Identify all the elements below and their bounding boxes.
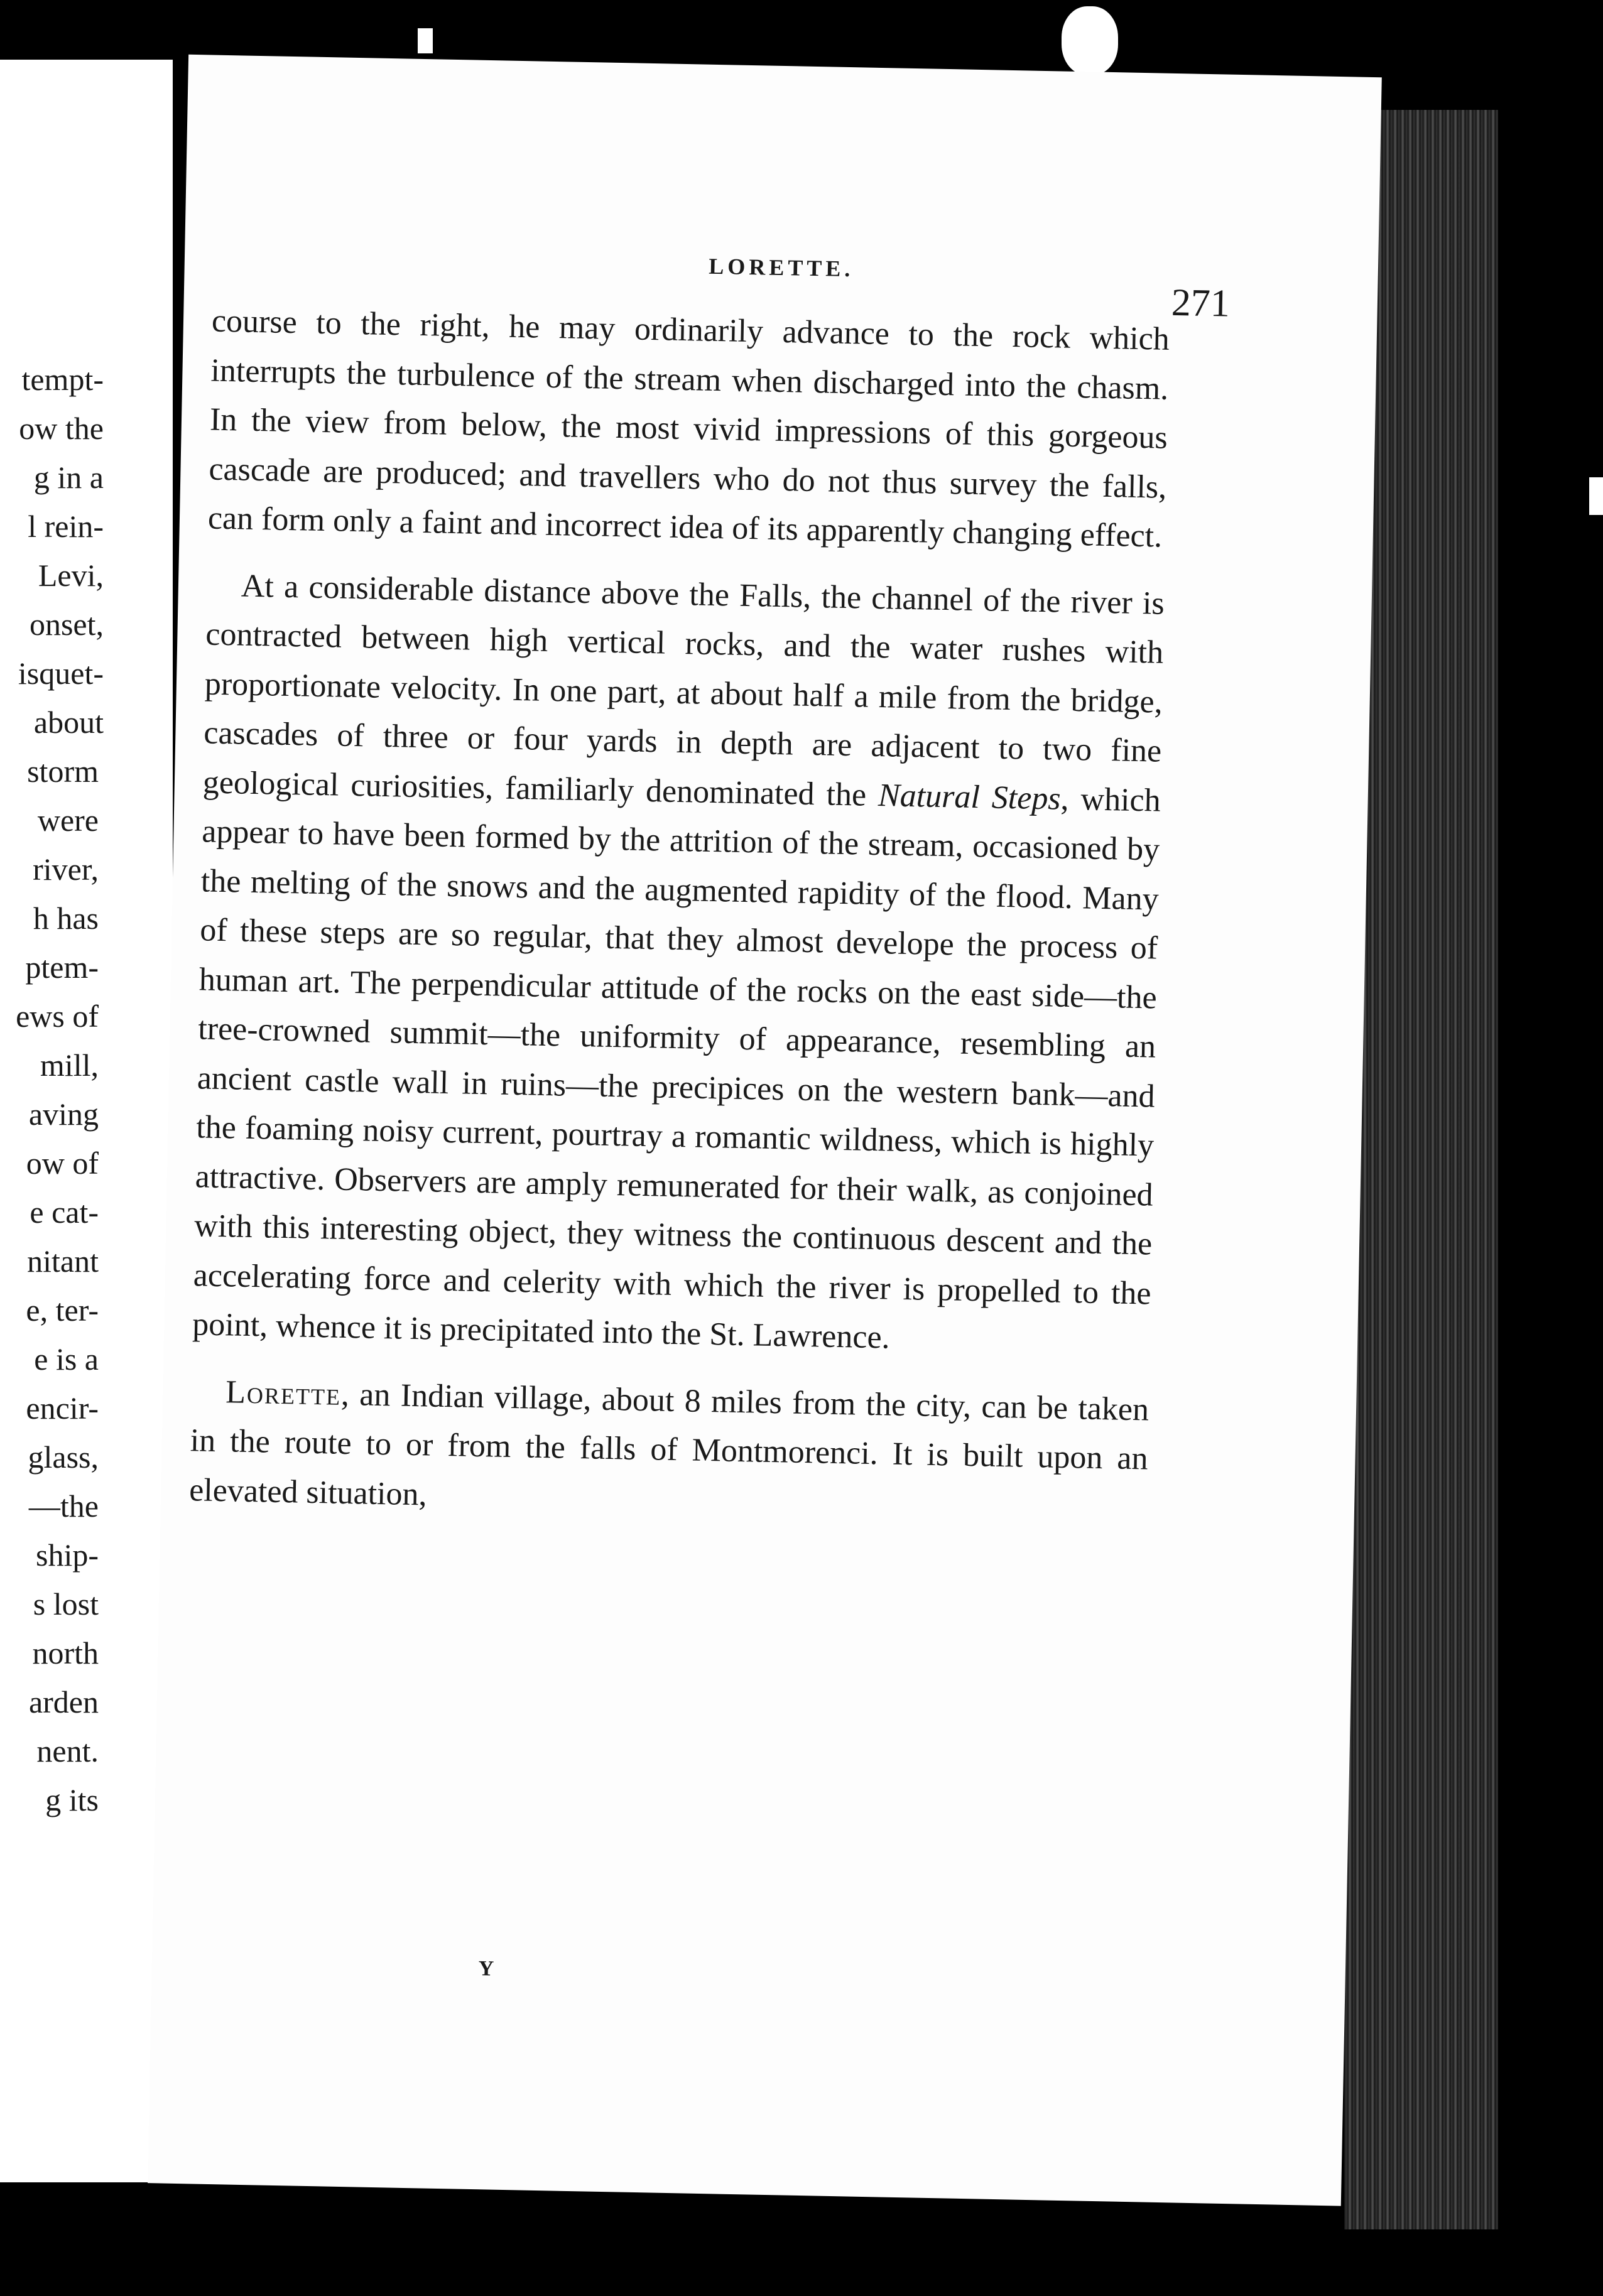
left-line: ews of [16, 999, 99, 1034]
left-line: glass, [28, 1439, 99, 1475]
left-line: river, [33, 852, 99, 887]
left-line: mill, [40, 1048, 99, 1083]
left-line: were [37, 803, 99, 838]
left-line: —the [28, 1488, 99, 1524]
paragraph [192, 561, 1165, 1368]
left-line: nent. [36, 1733, 99, 1768]
small-caps-term: Lorette [225, 1373, 342, 1412]
left-line: g its [45, 1782, 99, 1817]
text-run: , an Indian village, about 8 miles from the city, can be taken in the route to or from the falls of Montmorenci. It is built upon an elevated situation, [188, 1376, 1149, 1512]
left-line: tempt- [21, 362, 104, 397]
page-body [189, 297, 1170, 1534]
left-line: onset, [29, 607, 104, 642]
paper-blemish [418, 28, 433, 53]
left-line: isquet- [18, 656, 104, 691]
left-line: Levi, [38, 558, 104, 593]
text-run: At a considerable distance above the Falls, the channel of the river is contracted between high vertical rocks, and the water rushes with proportionate velocity. In one part, at about half a mile from the bridge, cascades of three or four yards in depth are adjacent to two fine geological curiosities, familiarly denominated the [202, 568, 1165, 813]
left-line: h has [33, 901, 99, 936]
paper-blemish [1062, 6, 1118, 75]
italic-term: Natural Steps [878, 777, 1062, 817]
left-line: arden [28, 1684, 99, 1719]
paragraph [189, 1367, 1149, 1534]
page-number: 271 [1171, 281, 1231, 325]
left-line: ow the [19, 411, 104, 446]
paper-blemish [1589, 477, 1603, 515]
paragraph: course to the right, he may ordinarily advance to the rock which interrupts the turbulence of the stream when discharged into the chasm. In the view from below, the most vivid impressions of this gorgeous cascade are produced; and travellers who do not thus survey the falls, can form only a faint and incorrect idea of its apparently changing effect. [207, 303, 1170, 555]
left-line: g in a [33, 460, 104, 495]
left-line: about [33, 705, 104, 740]
left-line: e cat- [30, 1194, 99, 1230]
left-line: north [32, 1635, 99, 1671]
text-run: , which appear to have been formed by the attrition of the stream, occasioned by the melting of the snows and the augmented rapidity of the flood. Many of these steps are so regular, that they almost develope the process of human art. The perpendicular attitude of the rocks on the east side—the tree-crowned summit—the uniformity of appearance, resembling an ancient castle wall in ruins—the precipices on the western bank—and the foaming noisy current, pourtray a romantic wildness, which is highly attractive. Observers are amply remunerated for their walk, as conjoined with this interesting object, they witness the continuous descent and the accelerating force and celerity with which the river is propelled to the point, whence it is precipitated into the St. Lawrence. [192, 781, 1161, 1356]
left-line: e is a [34, 1341, 99, 1377]
left-line: e, ter- [26, 1292, 99, 1328]
left-line: ship- [36, 1537, 99, 1573]
book-page [148, 55, 1382, 2206]
left-line: s lost [33, 1586, 99, 1622]
left-line: ptem- [25, 950, 99, 985]
left-page-text [0, 355, 104, 1824]
left-line: storm [27, 754, 99, 789]
left-line: ow of [26, 1145, 99, 1181]
signature-mark: Y [478, 1957, 494, 1981]
left-facing-page [0, 60, 173, 2182]
left-line: encir- [26, 1390, 99, 1426]
left-line: aving [28, 1097, 99, 1132]
left-line: nitant [27, 1243, 99, 1279]
running-head: LORETTE. [708, 253, 854, 282]
left-line: l rein- [28, 509, 104, 544]
